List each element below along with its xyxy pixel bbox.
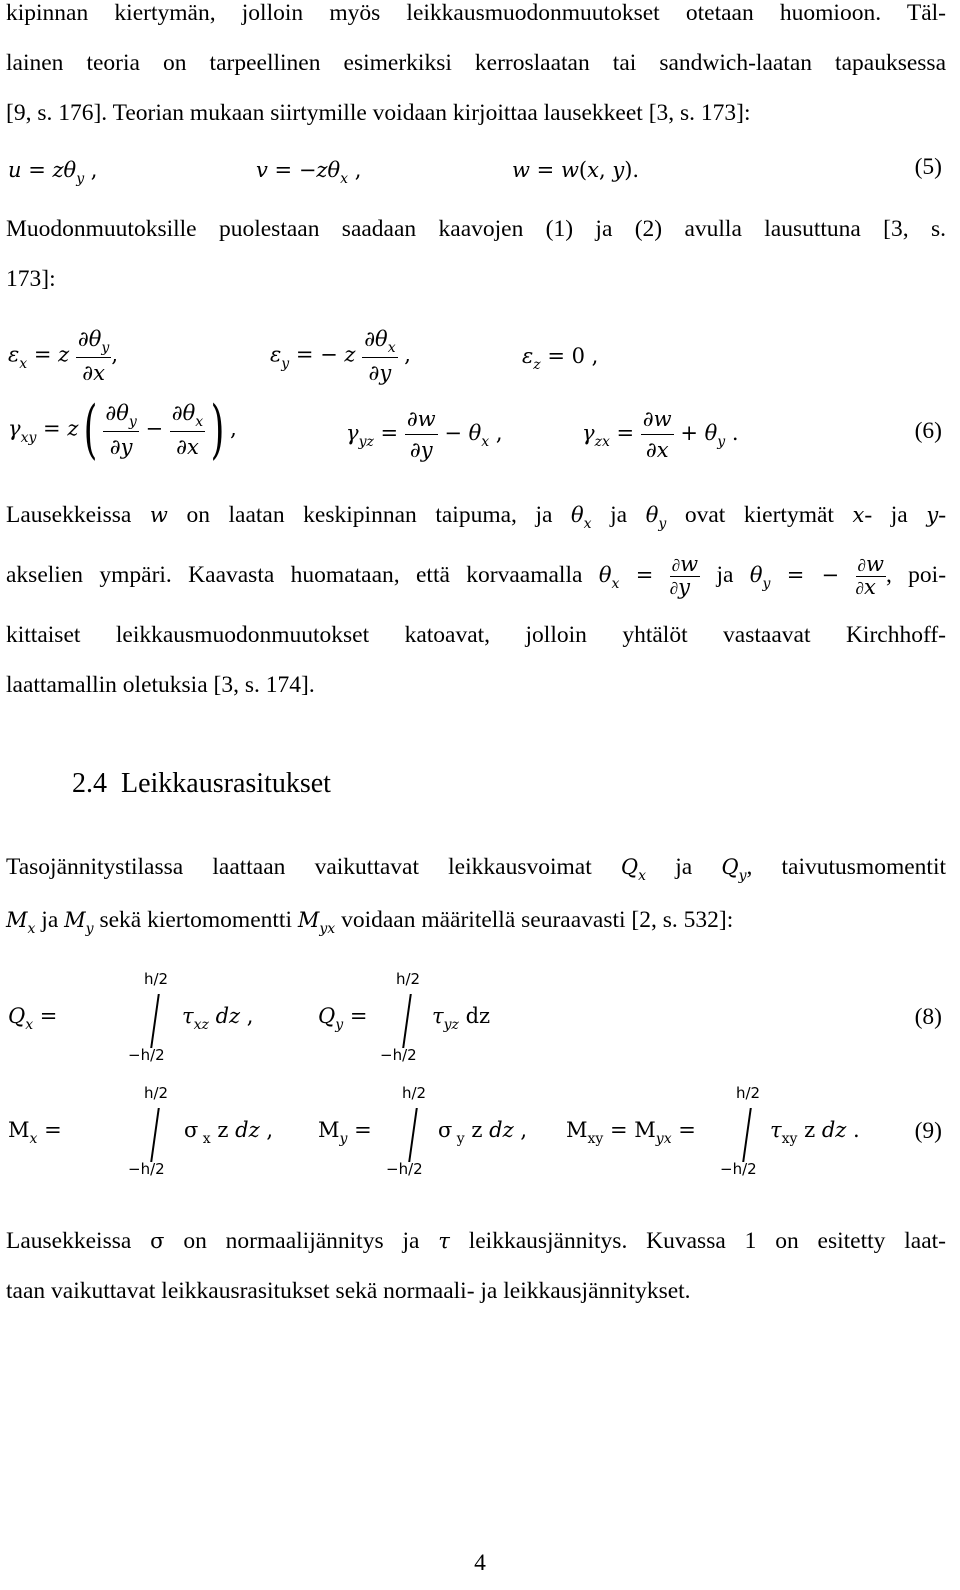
equation-6-epsilon-x: $\varepsilon_x = z$ $\frac{\partial\theta_y}{\partial x}$ , — [8, 324, 118, 388]
paragraph-3 — [6, 490, 946, 710]
equation-9-mxy-lhs: $M_{xy} = M_{yx}$ = — [566, 1118, 696, 1147]
equation-6-number: (6) — [914, 418, 942, 444]
equation-9-my-rhs: σ $_y$ z dz , — [438, 1118, 527, 1147]
equation-6-gamma-yz: $\gamma_{yz}$ = $\frac{\partial w}{\partial y}$ − $\theta_x$ , — [346, 404, 503, 465]
page-number: 4 — [474, 1550, 486, 1576]
equation-6-gamma-zx: $\gamma_{zx}$ = $\frac{\partial w}{\partial x}$ + $\theta_y$ . — [582, 404, 739, 465]
equation-6-epsilon-y: $\varepsilon_y$ = − z $\frac{\partial\theta_x}{\partial y}$ , — [270, 324, 411, 388]
equation-9-number: (9) — [914, 1118, 942, 1144]
equation-5: $u = z\theta_y$ , — [8, 158, 98, 187]
equation-9-integral-3: h/2 −h/2 — [720, 1084, 761, 1178]
equation-6-epsilon-z: $\varepsilon_z = 0$ , — [522, 344, 599, 373]
equation-5-v: $v = -z\theta_x$ , — [256, 158, 362, 187]
paragraph-3-line-3: kittaiset leikkausmuodonmuutokset katoavat, jolloin yhtälöt vastaavat Kirchhoff- — [6, 622, 946, 648]
paragraph-1-line-2: lainen teoria on tarpeellinen esimerkiksi kerroslaatan tai sandwich-laatan tapauksessa — [6, 50, 946, 76]
equation-9-integral-2: h/2 −h/2 — [386, 1084, 427, 1178]
paragraph-3-line-2: akselien ympäri. Kaavasta huomataan, että korvaamalla $\theta_x$ = $\frac{\partial w}{\partial y}$ ja $\theta_y$ = − $\frac{\partial w}{\partial x}$ , poi- — [6, 552, 947, 600]
paragraph-5 — [6, 1216, 946, 1316]
paragraph-2 — [6, 204, 946, 304]
equation-8-integral-1: h/2 −h/2 — [128, 970, 169, 1064]
equation-8-qx-rhs: $\tau_{xz}$ dz , — [182, 1004, 254, 1033]
section-heading — [72, 768, 345, 800]
equation-9-mx-lhs: $M_x$ = — [8, 1118, 62, 1147]
paragraph-1-line-1: kipinnan kiertymän, jolloin myös leikkausmuodonmuutokset otetaan huomioon. Täl- — [6, 0, 946, 26]
equation-8-integral-2: h/2 −h/2 — [380, 970, 421, 1064]
equation-9-integral-1: h/2 −h/2 — [128, 1084, 169, 1178]
paragraph-4 — [6, 842, 946, 948]
equation-9-mx-rhs: σ $_x$ z dz , — [184, 1118, 273, 1147]
equation-9-mxy-rhs: $\tau_{xy}$ z dz . — [770, 1118, 860, 1147]
paragraph-2-line-2: 173]: — [6, 266, 56, 292]
equation-9-my-lhs: $M_y$ = — [318, 1118, 372, 1147]
section-title: Leikkausrasitukset — [121, 768, 331, 799]
paragraph-2-line-1: Muodonmuutoksille puolestaan saadaan kaavojen (1) ja (2) avulla lausuttuna [3, s. — [6, 216, 946, 242]
paragraph-1 — [6, 0, 946, 138]
paragraph-4-line-1: Tasojännitystilassa laattaan vaikuttavat leikkausvoimat $Q_x$ ja $Q_y$, taivutusmomentit — [6, 854, 947, 884]
section-number: 2.4 — [72, 768, 107, 799]
paragraph-5-line-2: taan vaikuttavat leikkausrasitukset sekä normaali- ja leikkausjännitykset. — [6, 1278, 691, 1304]
equation-8-number: (8) — [914, 1004, 942, 1030]
equation-8-qx-lhs: $Q_x$ = — [8, 1004, 58, 1033]
equation-5-w: w = w(x, y). — [512, 158, 640, 182]
paragraph-5-line-1: Lausekkeissa σ on normaalijännitys ja τ leikkausjännitys. Kuvassa 1 on esitetty laat- — [6, 1228, 947, 1254]
equation-5-number: (5) — [914, 154, 942, 180]
paragraph-1-line-3: [9, s. 176]. Teorian mukaan siirtymille voidaan kirjoittaa lausekkeet [3, s. 173]: — [6, 100, 751, 126]
paragraph-3-line-1: Lausekkeissa w on laatan keskipinnan taipuma, ja $\theta_x$ ja $\theta_y$ ovat kiertymät x- ja y- — [6, 502, 947, 532]
paragraph-3-line-4: laattamallin oletuksia [3, s. 174]. — [6, 672, 315, 698]
equation-8-qy-rhs: $\tau_{yz}$ dz — [432, 1004, 491, 1033]
equation-8-qy-lhs: $Q_y$ = — [318, 1004, 368, 1033]
paragraph-4-line-2: $M_x$ ja $M_y$ sekä kiertomomentti $M_{yx}$ voidaan määritellä seuraavasti [2, s. 532]: — [6, 907, 734, 937]
equation-6-gamma-xy: $\gamma_{xy} = z$( $\frac{\partial\theta_y}{\partial y}$ − $\frac{\partial\theta_x}{\partial x}$ ) , — [8, 393, 237, 467]
